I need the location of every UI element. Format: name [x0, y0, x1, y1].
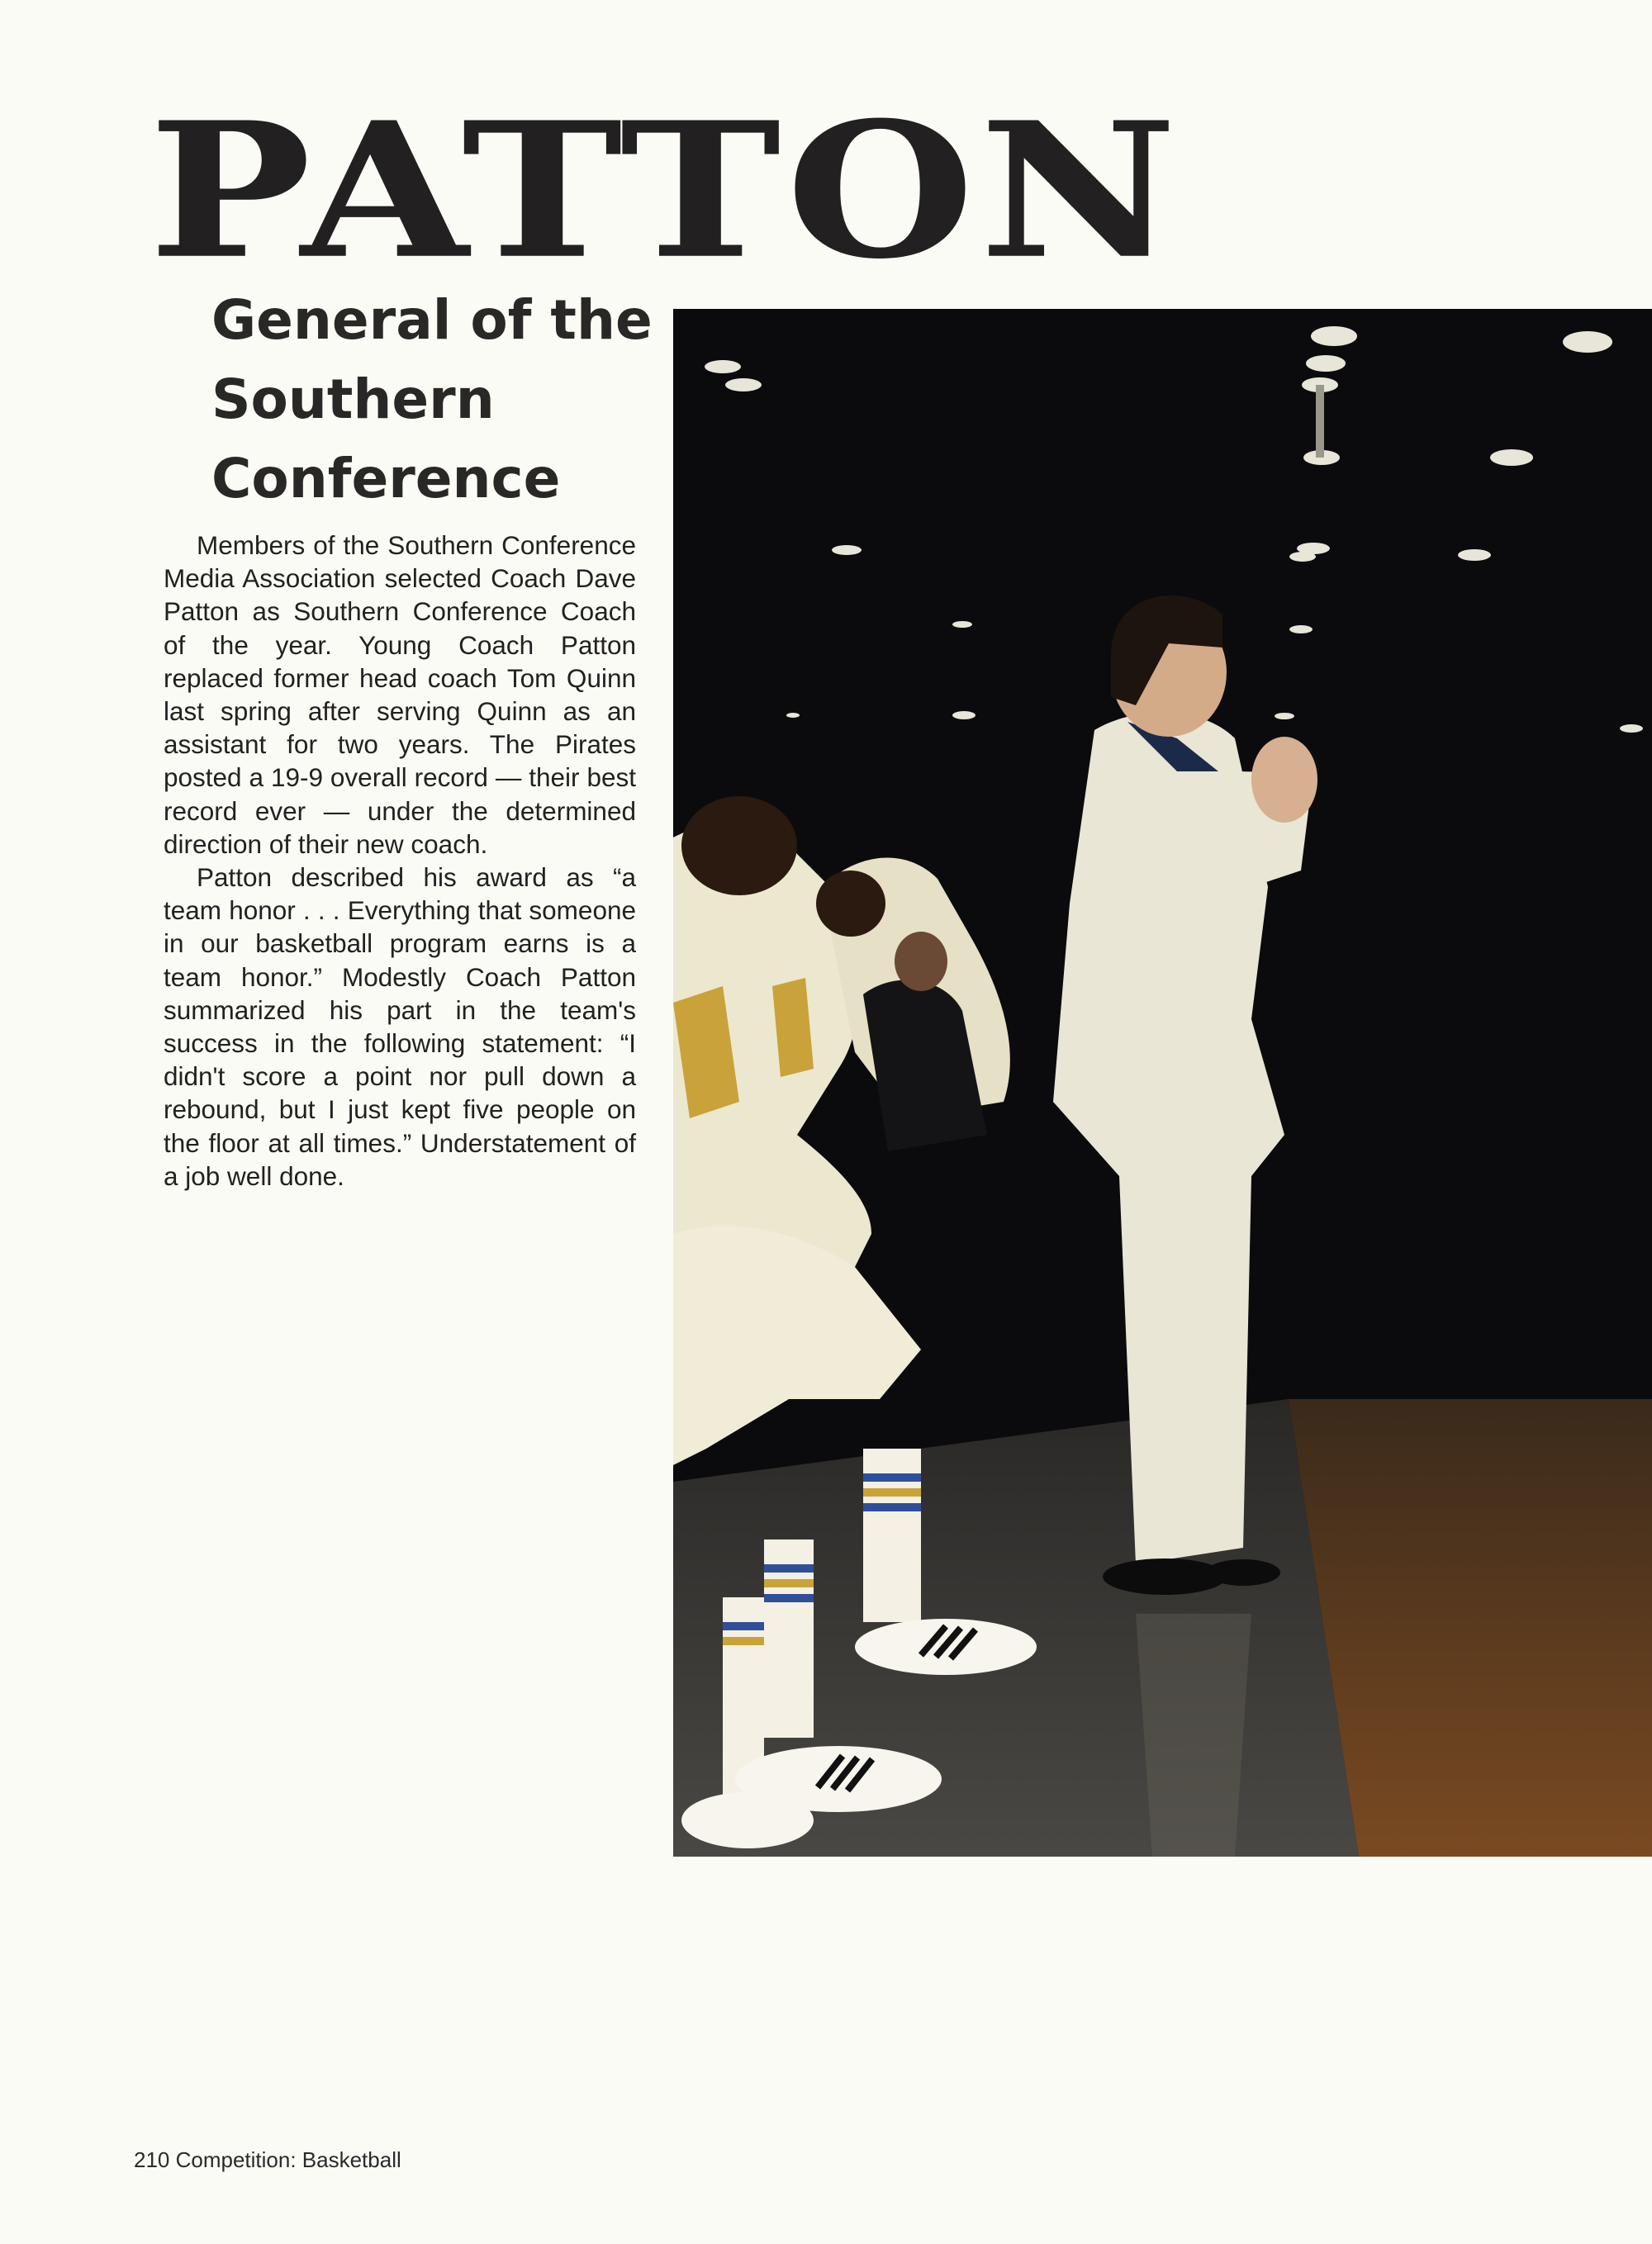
coach-photo — [673, 309, 1652, 1857]
subheadline: General of the Southern Conference — [211, 288, 653, 510]
article-paragraph-2: Patton described his award as “a team honor . . . Everything that someone in our basketball program earns is a team honor.” Modestly Coach Patton summarized his part in the team's success in the following statement: “I didn't score a point nor pull down a rebound, but I just kept five people on the floor at all times.” Understatement of a job well done. — [164, 862, 636, 1191]
coach-photo-illustration — [673, 309, 1652, 1857]
headline: PATTON — [149, 81, 1183, 301]
page-footer: 210 Competition: Basketball — [134, 2147, 401, 2172]
article-body — [164, 529, 636, 1193]
article-paragraph-1: Members of the Southern Conference Media Association selected Coach Dave Patton as Southern Conference Coach of the year. Young Coach Patton replaced former head coach Tom Quinn last spring after serving Quinn as an assistant for two years. The Pirates posted a 19-9 overall record — their best record ever — under the determined direction of their new coach. — [164, 530, 636, 859]
